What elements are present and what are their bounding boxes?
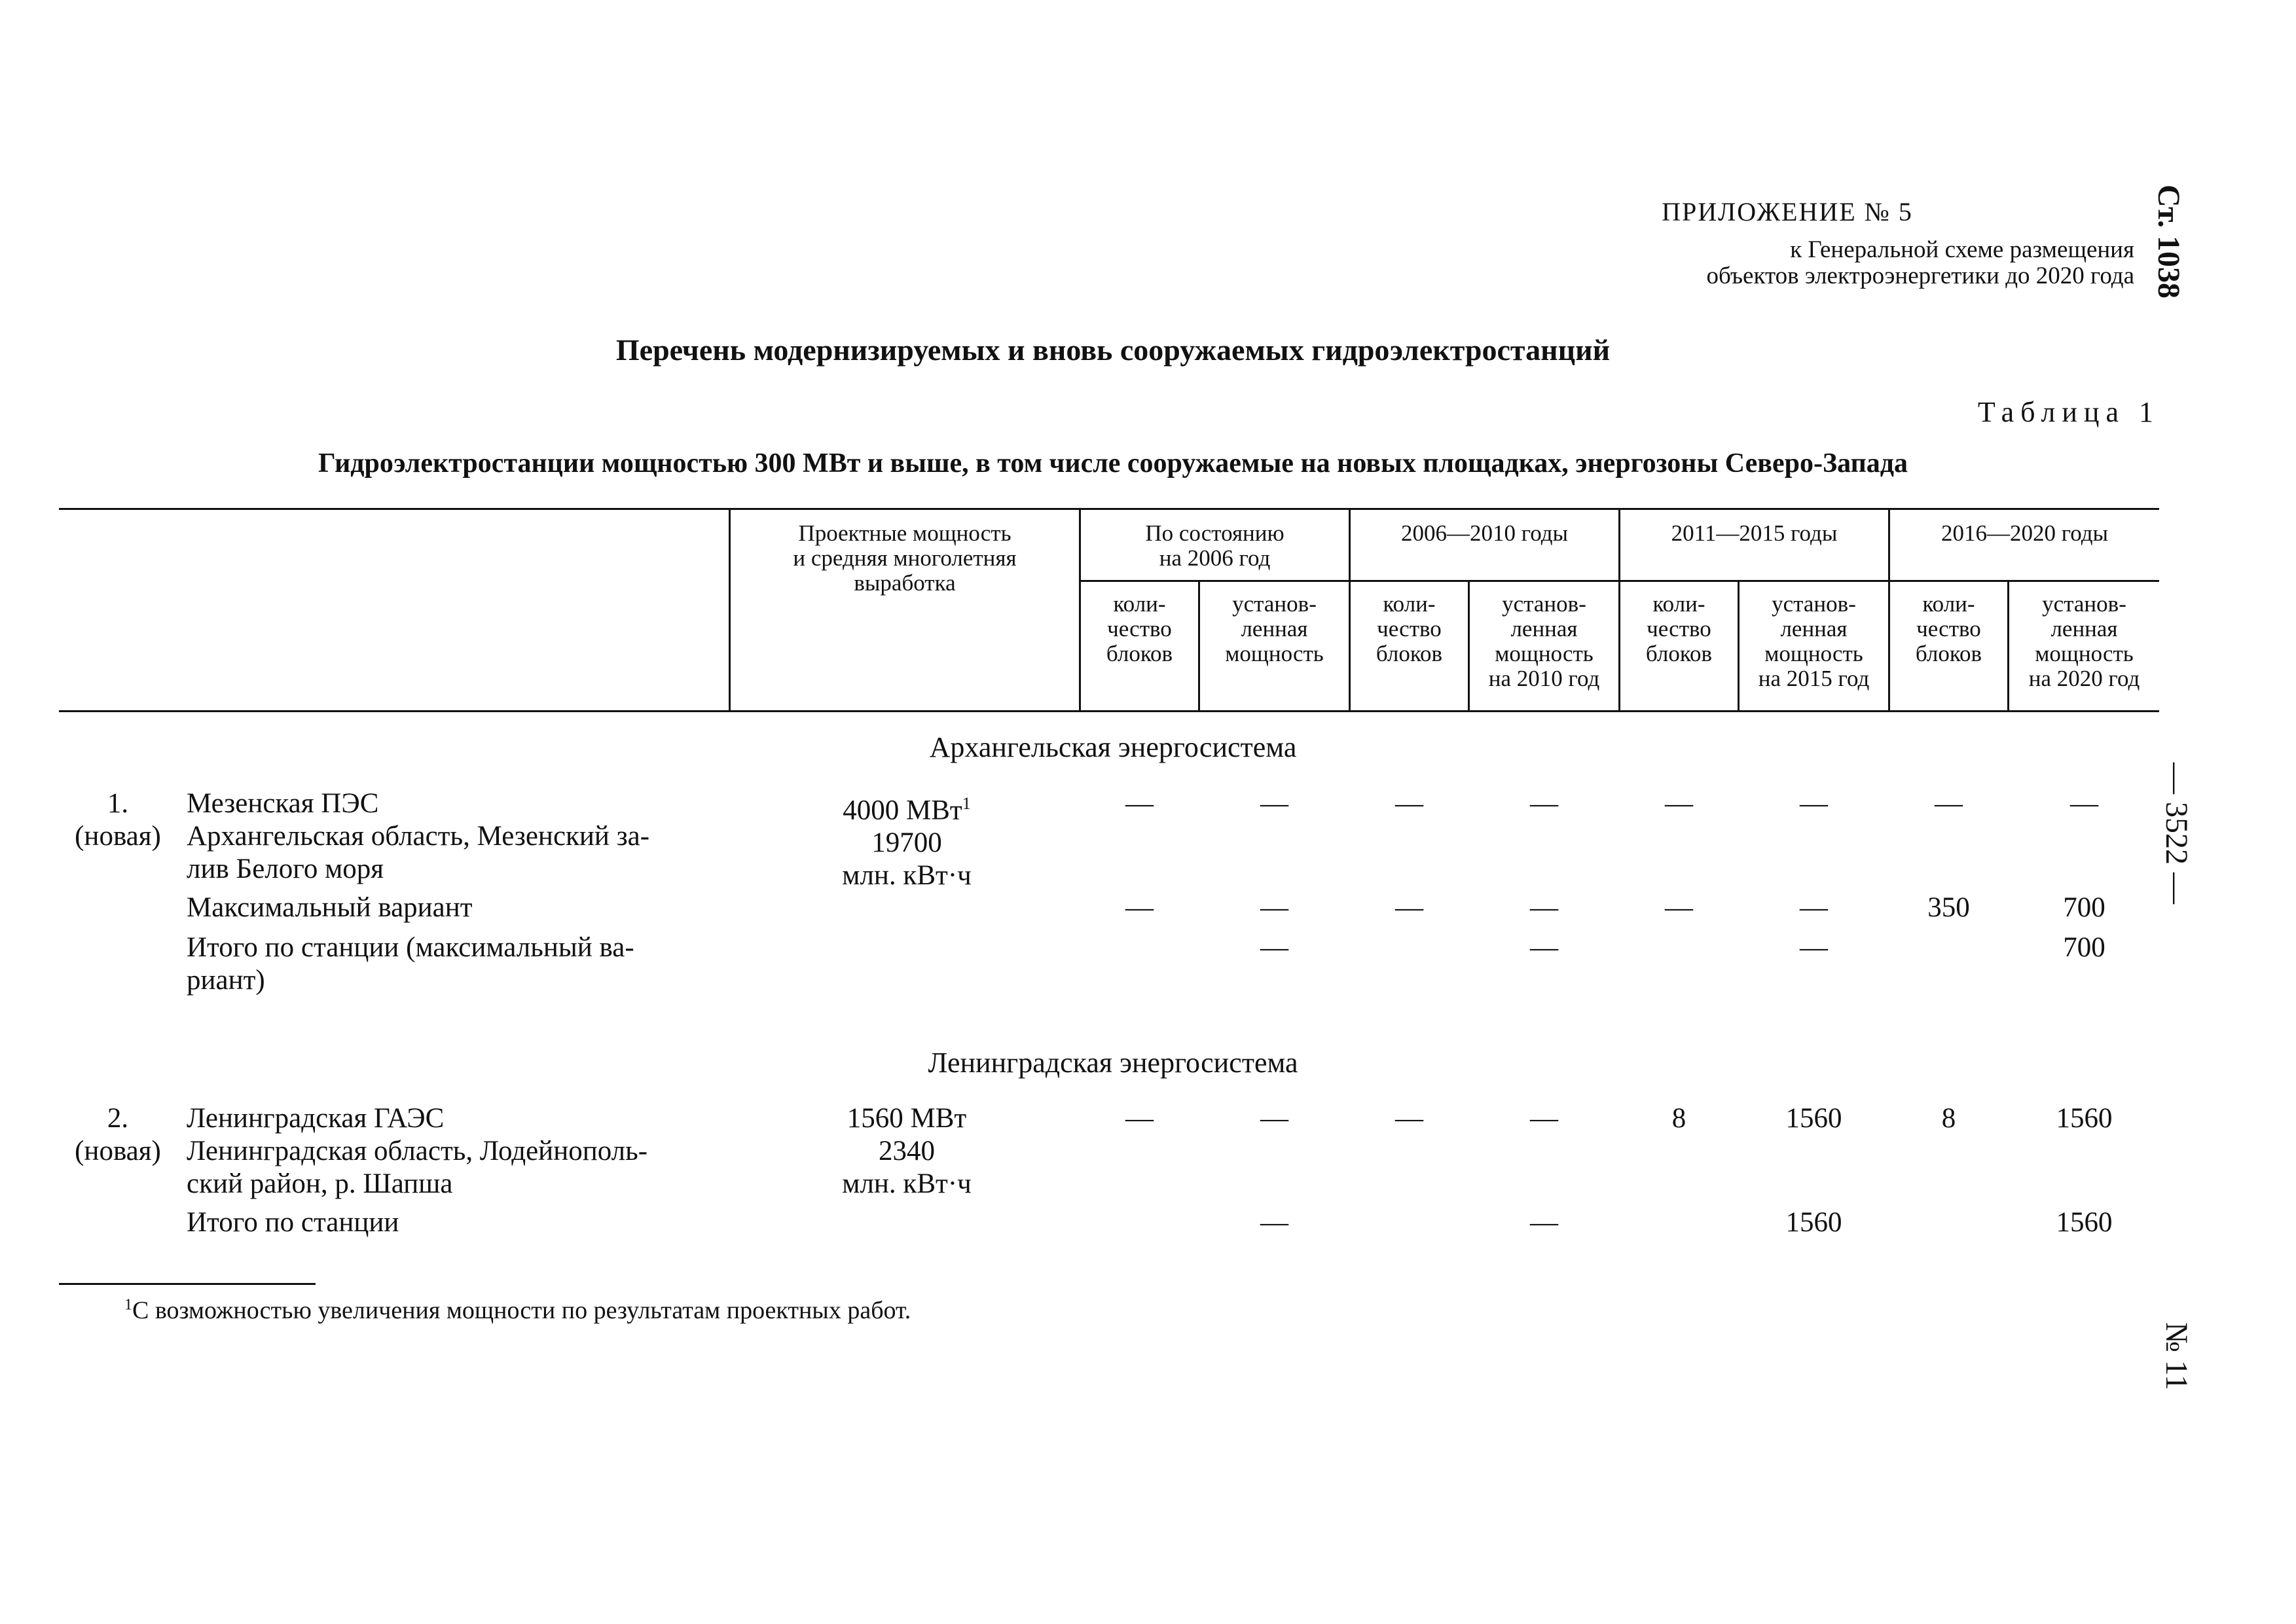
value-cell: 700 (2063, 892, 2105, 923)
subheader-line: чество (1107, 616, 1172, 641)
subheader-line: ленная (1510, 616, 1578, 641)
issue-number: № 11 (2159, 1322, 2194, 1391)
total-value-cell: 1560 (1785, 1207, 1842, 1238)
header-2006-2010: 2006—2010 годы (1400, 520, 1569, 546)
subheader-line: коли- (1383, 591, 1436, 617)
row-number-note: (новая) (75, 821, 161, 852)
subheader-line: мощность (1764, 641, 1863, 666)
page-title: Перечень модернизируемых и вновь сооружаемых гидроэлектростанций (615, 333, 1611, 367)
station-name: Ленинградская ГАЭС (187, 1103, 445, 1134)
subheader-line: на 2010 год (1488, 666, 1600, 691)
header-capacity-line: выработка (854, 570, 956, 596)
page-number: — 3522 — (2159, 763, 2194, 904)
value-cell: — (1530, 892, 1558, 923)
subheader-installed-capacity-2010 (1470, 592, 1618, 691)
value-cell: — (1260, 892, 1288, 923)
table-top-rule (59, 508, 2159, 510)
subheader-line: на 2020 год (2028, 666, 2140, 691)
row-number (59, 1102, 177, 1168)
value-cell: — (1935, 788, 1963, 819)
capacity-value (733, 787, 1080, 827)
total-value-cell: — (1530, 1207, 1558, 1238)
subheader-line: блоков (1915, 641, 1982, 666)
subheader-line: мощность (2035, 641, 2134, 666)
station-total-line: Итого по станции (максимальный ва- (187, 932, 634, 963)
subheader-line: мощность (1225, 641, 1324, 666)
subheader-line: установ- (1772, 591, 1856, 617)
row-number-note: (новая) (75, 1136, 161, 1166)
total-value-cell: 700 (2063, 932, 2105, 963)
header-2016-2020: 2016—2020 годы (1941, 520, 2109, 546)
footnote-text: С возможностью увеличения мощности по результатам проектных работ. (132, 1297, 911, 1324)
value-cell: — (1665, 892, 1693, 923)
appendix-subtitle (1440, 237, 2134, 289)
subheader-line: установ- (1502, 591, 1586, 617)
subheader-line: чество (1377, 616, 1442, 641)
total-value-cell: — (1530, 932, 1558, 963)
subheader-units-count (1351, 592, 1468, 666)
group-heading: Архангельская энергосистема (929, 731, 1297, 763)
station-location: ский район, р. Шапша (187, 1168, 453, 1199)
header-2006-line: на 2006 год (1159, 545, 1271, 571)
station-name-cell (187, 1102, 730, 1200)
table-subtitle: Гидроэлектростанции мощностью 300 МВт и выше, в том числе сооружаемые на новых площадках, энергозоны Северо-Запада (318, 448, 1908, 478)
subheader-line: коли- (1922, 591, 1975, 617)
station-location: Архангельская область, Мезенский за- (187, 821, 650, 852)
header-2011-2015: 2011—2015 годы (1671, 520, 1838, 546)
subheader-line: на 2015 год (1758, 666, 1870, 691)
subheader-units-count (1620, 592, 1738, 666)
appendix-subtitle-line-2: объектов электроэнергетики до 2020 года (1706, 262, 2134, 289)
capacity-cell (733, 1102, 1080, 1200)
subheader-installed-capacity (1200, 592, 1349, 666)
page-reference: Ст. 1038 (2151, 185, 2186, 298)
value-cell: — (1395, 892, 1423, 923)
subheader-line: коли- (1113, 591, 1166, 617)
row-number (59, 787, 177, 853)
value-cell: — (1125, 892, 1154, 923)
footnote-rule (59, 1283, 316, 1285)
row-number-value: 2. (107, 1103, 129, 1134)
value-cell: 1560 (2056, 1103, 2113, 1134)
station-name-cell (187, 787, 730, 886)
station-name: Мезенская ПЭС (187, 788, 379, 819)
subheader-line: ленная (1780, 616, 1848, 641)
subheader-line: блоков (1376, 641, 1443, 666)
value-cell: 350 (1927, 892, 1970, 923)
value-cell: — (1260, 788, 1288, 819)
table-header-bottom-rule (59, 710, 2159, 712)
appendix-number: ПРИЛОЖЕНИЕ № 5 (1662, 197, 1913, 226)
subheader-line: мощность (1495, 641, 1594, 666)
value-cell: — (1530, 788, 1558, 819)
value-cell: — (1530, 1103, 1558, 1134)
subheader-line: ленная (1241, 616, 1308, 641)
output-unit: млн. кВт·ч (842, 1168, 972, 1199)
station-total-label (187, 931, 730, 997)
value-cell: — (1395, 788, 1423, 819)
value-cell: — (1260, 1103, 1288, 1134)
output-value: 19700 (871, 827, 942, 859)
value-cell: — (1395, 1103, 1423, 1134)
subheader-installed-capacity-2020 (2009, 592, 2159, 691)
header-2006-line: По состоянию (1145, 520, 1285, 546)
footnote (124, 1296, 911, 1325)
total-value-cell: — (1260, 1207, 1288, 1238)
value-cell: — (1800, 788, 1828, 819)
subheader-line: установ- (2042, 591, 2126, 617)
subheader-units-count (1890, 592, 2007, 666)
header-capacity (731, 521, 1079, 596)
header-2006 (1081, 521, 1349, 571)
capacity-cell (733, 787, 1080, 892)
station-total-label: Итого по станции (187, 1207, 399, 1238)
value-cell: — (1665, 788, 1693, 819)
subheader-line: коли- (1652, 591, 1705, 617)
subheader-line: блоков (1106, 641, 1173, 666)
value-cell: 8 (1941, 1103, 1956, 1134)
group-heading: Ленинградская энергосистема (928, 1047, 1298, 1079)
row-number-value: 1. (107, 788, 129, 819)
header-capacity-line: Проектные мощность (798, 520, 1011, 546)
table-label: Таблица 1 (1977, 396, 2160, 428)
value-cell: 8 (1671, 1103, 1686, 1134)
capacity-value: 1560 МВт (847, 1103, 967, 1134)
station-location: лив Белого моря (187, 854, 384, 884)
capacity-text: 4000 МВт (843, 795, 962, 826)
value-cell: — (1125, 788, 1154, 819)
value-cell: — (2070, 788, 2098, 819)
header-capacity-line: и средняя многолетняя (793, 545, 1017, 571)
footnote-marker: 1 (124, 1296, 132, 1314)
value-cell: 1560 (1785, 1103, 1842, 1134)
station-total-line: риант) (187, 965, 265, 996)
total-value-cell: — (1800, 932, 1828, 963)
total-value-cell: — (1260, 932, 1288, 963)
appendix-subtitle-line-1: к Генеральной схеме размещения (1790, 236, 2134, 263)
subheader-line: ленная (2050, 616, 2118, 641)
station-location: Ленинградская область, Лодейнополь- (187, 1136, 648, 1166)
subheader-line: блоков (1645, 641, 1713, 666)
value-cell: — (1125, 1103, 1154, 1134)
max-variant-label: Максимальный вариант (187, 892, 473, 923)
output-value: 2340 (879, 1136, 935, 1166)
subheader-line: установ- (1232, 591, 1317, 617)
subheader-installed-capacity-2015 (1740, 592, 1888, 691)
subheader-line: чество (1916, 616, 1981, 641)
footnote-marker: 1 (962, 794, 971, 813)
output-unit: млн. кВт·ч (842, 860, 972, 892)
value-cell: — (1800, 892, 1828, 923)
subheader-line: чество (1647, 616, 1711, 641)
subheader-units-count (1081, 592, 1198, 666)
total-value-cell: 1560 (2056, 1207, 2113, 1238)
